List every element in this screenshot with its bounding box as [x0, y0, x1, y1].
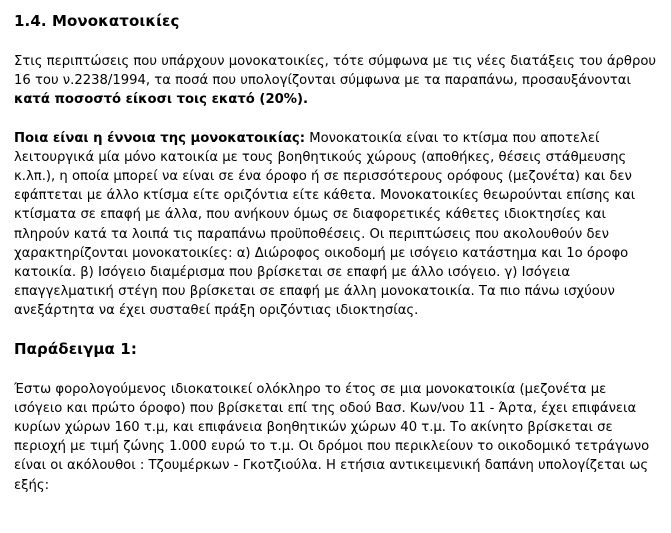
definition-paragraph [14, 129, 657, 321]
section-heading: 1.4. Μονοκατοικίες [14, 12, 180, 30]
definition-body-text: Μονοκατοικία είναι το κτίσμα που αποτελεί λειτουργικά μία μόνο κατοικία με τους βοηθητικούς χώρους (αποθήκες, θέσεις στάθμευσης κ.λπ.), η οποία μπορεί να είναι σε ένα όροφο ή σε περισσότερους ορόφους (μεζονέτα) και δεν εφάπτεται με άλλο κτίσμα είτε οριζόντια είτε κάθετα. Μονοκατοικίες θεωρούνται επίσης και κτίσματα σε επαφή με άλλα, που ανήκουν όμως σε διαφορετικές κάθετες ιδιοκτησίες και πληρούν κατά τα λοιπά τις παραπάνω προϋποθέσεις. Οι περιπτώσεις που ακολουθούν δεν χαρακτηρίζονται μονοκατοικίες: α) Διώροφος οικοδομή με ισόγειο κατάστημα και 1ο όροφο κατοικία. β) Ισόγειο διαμέρισμα που βρίσκεται σε επαφή με άλλο ισόγειο. γ) Ισόγεια επαγγελματική στέγη που βρίσκεται σε επαφή με άλλη μονοκατοικία. Τα πιο πάνω ισχύουν ανεξάρτητα να έχει συσταθεί πράξη οριζόντιας ιδιοκτησίας. [14, 130, 636, 319]
intro-paragraph-text: Στις περιπτώσεις που υπάρχουν μονοκατοικίες, τότε σύμφωνα με τις νέες διατάξεις του άρθρου 16 του ν.2238/1994, τα ποσά που υπολογίζονται σύμφωνα με τα παραπάνω, προσαυξάνονται [14, 54, 657, 89]
example-heading: Παράδειγμα 1: [14, 339, 137, 358]
example-paragraph: Έστω φορολογούμενος ιδιοκατοικεί ολόκληρο το έτος σε μια μονοκατοικία (μεζονέτα με ισόγειο και πρώτο όροφο) που βρίσκεται επί της οδού Βασ. Κων/νου 11 - Άρτα, έχει επιφάνεια κυρίων χώρων 160 τ.μ, και επιφάνεια βοηθητικών χώρων 40 τ.μ. Το ακίνητο βρίσκεται σε περιοχή με τιμή ζώνης 1.000 ευρώ το τ.μ. Οι δρόμοι που περικλείουν το οικοδομικό τετράγωνο είναι οι ακόλουθοι : Τζουμέρκων - Γκοτζιούλα. Η ετήσια αντικειμενική δαπάνη υπολογίζεται ως εξής: [14, 381, 650, 493]
definition-bold-lead: Ποια είναι η έννοια της μονοκατοικίας: [14, 130, 305, 146]
intro-paragraph [14, 52, 657, 110]
intro-paragraph-bold-phrase: κατά ποσοστό είκοσι τοις εκατό (20%). [14, 92, 309, 108]
